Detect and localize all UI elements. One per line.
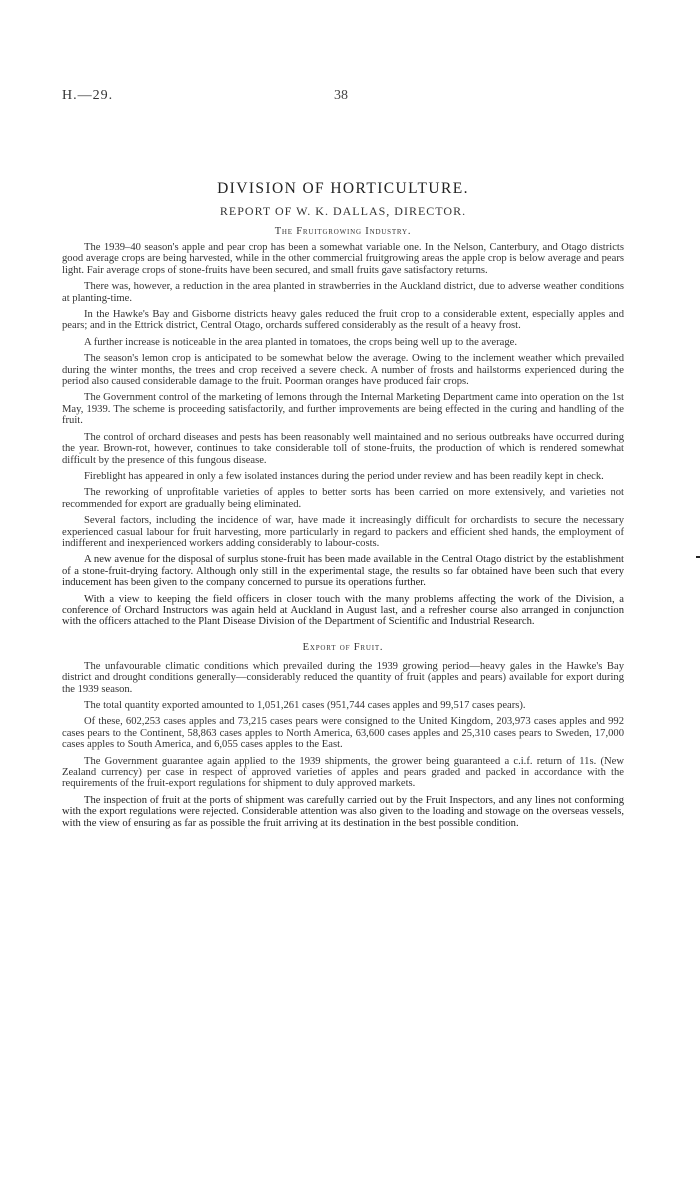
paragraph: The season's lemon crop is anticipated to be somewhat below the average. Owing to the inclement weather which prevailed during the winter months, the trees and crop received a severe check. A number of frosts and hailstorms experienced during the period also caused considerable damage to the fruit. Poorman oranges have produced fair crops. (62, 353, 624, 388)
division-title: DIVISION OF HORTICULTURE. (217, 180, 469, 197)
document-reference: H.—29. (62, 88, 114, 103)
paragraph: With a view to keeping the field officers in closer touch with the many problems affecting the work of the Division, a conference of Orchard Instructors was again held at Auckland in August last, and a refresher course also arranged in conjunction with the officers attached to the Plant Disease Division of the Department of Scientific and Industrial Research. (62, 593, 624, 628)
paragraph: The Government control of the marketing of lemons through the Internal Marketing Department came into operation on the 1st May, 1939. The scheme is proceeding satisfactorily, and further improvements are being effected in the curing and handling of the fruit. (62, 392, 624, 427)
paragraph: The total quantity exported amounted to 1,051,261 cases (951,744 cases apples and 99,517 cases pears). (84, 700, 526, 711)
section-heading-export: Export of Fruit. (302, 641, 384, 653)
scan-edge-mark (696, 556, 700, 558)
paragraph: Fireblight has appeared in only a few isolated instances during the period under review and has been readily kept in check. (84, 470, 604, 482)
paragraph: The reworking of unprofitable varieties of apples to better sorts has been carried on more extensively, and varieties not recommended for export are gradually being eliminated. (62, 487, 624, 510)
paragraph: Several factors, including the incidence of war, have made it increasingly difficult for orchardists to secure the necessary experienced casual labour for fruit harvesting, more particularly in regard to packers and efficient shed hands, the employment of indifferent and inexperienced workers adding considerably to labour-costs. (62, 515, 624, 549)
report-body (62, 180, 624, 834)
paragraph: There was, however, a reduction in the area planted in strawberries in the Auckland district, due to adverse weather conditions at planting-time. (62, 281, 624, 304)
section-heading-fruitgrowing: The Fruitgrowing Industry. (274, 226, 412, 237)
paragraph: The control of orchard diseases and pests has been reasonably well maintained and no serious outbreaks have occurred during the year. Brown-rot, however, continues to take considerable toll of stone-fruits, the production of which is rendered somewhat difficult by the presence of this fungous disease. (62, 431, 624, 466)
paragraph: The Government guarantee again applied to the 1939 shipments, the grower being guaranteed a c.i.f. return of 11s. (New Zealand currency) per case in respect of approved varieties of apples and pears graded and packed in accordance with the requirements of the fruit-export regulations for shipment to duly approved markets. (62, 755, 624, 790)
paragraph: A further increase is noticeable in the area planted in tomatoes, the crops being well up to the average. (84, 336, 518, 348)
paragraph: In the Hawke's Bay and Gisborne districts heavy gales reduced the fruit crop to a considerable extent, especially apples and pears; and in the Ettrick district, Central Otago, orchards suffered considerably as the result of a heavy frost. (62, 309, 624, 332)
paragraph: The unfavourable climatic conditions which prevailed during the 1939 growing period—heavy gales in the Hawke's Bay district and drought conditions generally—considerably reduced the quantity of fruit (apples and pears) available for export during the 1939 season. (62, 660, 624, 695)
paragraph: The inspection of fruit at the ports of shipment was carefully carried out by the Fruit Inspectors, and any lines not conforming with the export regulations were rejected. Considerable attention was also given to the loading and stowage on the overseas vessels, with the view of ensuring as far as possible the fruit arriving at its destination in the best possible condition. (62, 794, 624, 829)
paragraph: A new avenue for the disposal of surplus stone-fruit has been made available in the Central Otago district by the establishment of a stone-fruit-drying factory. Although only still in the experimental stage, the results so far obtained have been such that every inducement has been given to the company concerned to pursue its operations further. (62, 554, 624, 589)
paragraph: Of these, 602,253 cases apples and 73,215 cases pears were consigned to the United Kingdom, 203,973 cases apples and 992 cases pears to the Continent, 58,863 cases apples to North America, 63,600 cases apples and 25,310 cases pears to Sweden, 17,000 cases apples to South America, and 6,055 cases apples to the East. (62, 716, 624, 751)
page-number: 38 (334, 88, 348, 103)
paragraph: The 1939–40 season's apple and pear crop has been a somewhat variable one. In the Nelson, Canterbury, and Otago districts good average crops are being harvested, while in the other commercial fruitgrowing areas the apple crop is below average and pears light. Fair average crops of stone-fruits have been secured, and small fruits gave satisfactory returns. (62, 242, 624, 276)
report-subtitle: REPORT OF W. K. DALLAS, DIRECTOR. (219, 204, 467, 218)
